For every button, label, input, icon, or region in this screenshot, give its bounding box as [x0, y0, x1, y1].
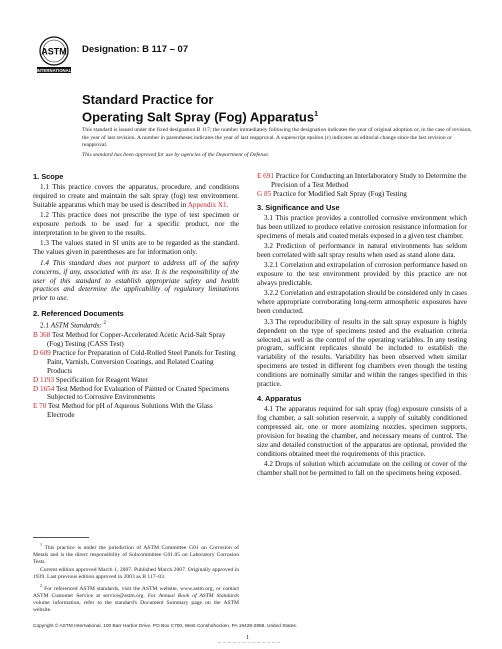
reference-title: Practice for Modified Salt Spray (Fog) Testing	[272, 189, 407, 198]
reference-item	[257, 190, 467, 199]
reference-code-link[interactable]: E 70	[33, 402, 47, 411]
footnote-1	[33, 541, 239, 566]
scope-1-1-text: 1.1 This practice covers the apparatus, procedure, and conditions required to create and maintain the salt spray (fog) test environment. Suitable apparatus which may be used is described in	[33, 183, 239, 209]
apparatus-4-2: 4.2 Drops of solution which accumulate on the ceiling or cover of the chamber shall not be permitted to fall on the specimens being exposed.	[257, 460, 467, 478]
reference-title: Test Method for Evaluation of Painted or Coated Specimens Subjected to Corrosive Environments	[47, 384, 230, 402]
significance-3-3: 3.3 The reproducibility of results in the salt spray exposure is highly dependent on the type of specimens tested and the evaluation criteria selected, as well as the control of the operating variables. In any testing program, sufficient replicates should be included to establish the variability of the results. Variability has been observed when similar specimens are tested in different fog chambers even though the testing conditions are nominally similar and within the ranges specified in this practice.	[257, 317, 467, 389]
appendix-x1-link[interactable]: Appendix X1	[187, 200, 227, 209]
scope-heading: 1. Scope	[33, 172, 64, 181]
dod-approval-note: This standard has been approved for use by agencies of the Department of Defense.	[82, 152, 270, 158]
referenced-documents-heading: 2. Referenced Documents	[33, 308, 124, 318]
right-column	[257, 172, 467, 480]
scope-1-3: 1.3 The values stated in SI units are to be regarded as the standard. The values given in parentheses are for information only.	[33, 239, 239, 257]
reference-code-link[interactable]: D 1193	[33, 375, 55, 384]
significance-3-2: 3.2 Prediction of performance in natural environments has seldom been correlated with salt spray results when used as stand alone data.	[257, 241, 467, 259]
footnote-1-text: This practice is under the jurisdiction of ASTM Committee G01 on Corrosion of Metals and is the direct responsibility of Subcommittee G01.05 on Laboratory Corrosion Tests.	[33, 544, 239, 565]
svg-text:ASTM: ASTM	[41, 46, 67, 57]
reference-code-link[interactable]: D 1654	[33, 384, 55, 393]
title-line2	[82, 107, 472, 124]
scope-1-1	[33, 183, 239, 210]
left-column	[33, 172, 239, 420]
significance-3-1: 3.1 This practice provides a controlled corrosive environment which has been utilized to produce relative corrosion resistance information for specimens of metals and coated metals exposed in a given test chamber.	[257, 213, 467, 240]
scope-1-4: 1.4 This standard does not purport to address all of the safety concerns, if any, associated with its use. It is the responsibility of the user of this standard to establish appropriate safety and health practices and determine the applicability of regulatory limitations prior to use.	[33, 258, 239, 303]
title-block	[82, 92, 472, 124]
astm-standards-label	[40, 320, 239, 330]
footer-divider	[218, 642, 280, 643]
significance-3-2-1: 3.2.1 Correlation and extrapolation of corrosion performance based on exposure to the test environment provided by this practice are not always predictable.	[257, 261, 467, 288]
reference-title: Test Method for Copper-Accelerated Acetic Acid-Salt Spray (Fog) Testing (CASS Test)	[47, 331, 226, 348]
footnote-1-marker: 1	[40, 542, 42, 547]
standard-issued-note: This standard is issued under the fixed designation B 117; the number immediately following the designation indicates the year of original adoption or, in the case of revision, the year of last revision. A number in parentheses indicates the year of last reapproval. A superscript epsilon (ε) indicates an editorial change since the last revision or reapproval.	[82, 127, 472, 149]
footnote-divider	[33, 537, 89, 538]
apparatus-4-1: 4.1 The apparatus required for salt spray (fog) exposure consists of a fog chamber, a salt solution reservoir, a supply of suitably conditioned compressed air, one or more atomizing nozzles, specimen supports, provision for heating the chamber, and necessary means of control. The size and detailed construction of the apparatus are optional, provided the conditions obtained meet the requirements of this practice.	[257, 405, 467, 458]
reference-code-link[interactable]: E 691	[257, 172, 274, 180]
reference-item	[33, 402, 239, 420]
significance-heading: 3. Significance and Use	[257, 202, 340, 212]
scope-1-1-end: .	[226, 200, 229, 209]
designation: Designation: B 117 – 07	[82, 44, 189, 55]
astm-logo	[34, 34, 74, 76]
refdocs-2-1-num: 2.1	[40, 321, 49, 330]
reference-title: Practice for Preparation of Cold-Rolled Steel Panels for Testing Paint, Varnish, Conversion Coatings, and Related Coating Products	[47, 348, 236, 375]
reference-title: Practice for Conducting an Interlaboratory Study to Determine the Precision of a Test Method	[271, 172, 467, 189]
reference-code-link[interactable]: G 85	[257, 189, 272, 198]
refdocs-footnote-marker: 2	[103, 320, 107, 326]
reference-item	[33, 376, 239, 385]
page-number: 1	[246, 634, 250, 641]
reference-item	[33, 331, 239, 349]
footnote-2-text-a: For referenced ASTM standards, visit the ASTM website, www.astm.org, or contact ASTM Customer Service at service@astm.org. For	[33, 585, 239, 599]
reference-code-link[interactable]: B 368	[33, 331, 51, 340]
reference-item	[257, 172, 467, 190]
refdocs-2-1-label: ASTM Standards:	[50, 321, 102, 330]
copyright-line: Copyright © ASTM International, 100 Barr Harbor Drive, PO Box C700, West Conshohocken, PA 19428-2959, United States.	[33, 624, 298, 629]
footnote-2-text-b: volume information, refer to the standard's Document Summary page on the ASTM website.	[33, 599, 239, 613]
title-line1: Standard Practice for	[82, 92, 214, 107]
reference-title: Test Method for pH of Aqueous Solutions With the Glass Electrode	[47, 402, 213, 420]
logo-text: INTERNATIONAL	[36, 67, 72, 73]
footnote-2-book-title: Annual Book of ASTM Standards	[158, 592, 239, 599]
footnotes	[33, 537, 239, 615]
significance-3-2-2: 3.2.2 Correlation and extrapolation should be considered only in cases where appropriate corroborating long-term atmospheric exposures have been conducted.	[257, 289, 467, 316]
footnote-2	[33, 582, 239, 614]
reference-code-link[interactable]: D 609	[33, 348, 51, 357]
reference-item	[33, 385, 239, 403]
reference-title: Specification for Reagent Water	[55, 375, 148, 384]
title-main: Operating Salt Spray (Fog) Apparatus	[82, 109, 315, 125]
apparatus-heading: 4. Apparatus	[257, 394, 302, 404]
reference-item	[33, 349, 239, 376]
title-footnote-marker: 1	[314, 111, 319, 118]
footnote-2-marker: 2	[40, 582, 42, 588]
scope-1-2: 1.2 This practice does not prescribe the type of test specimen or exposure periods to be used for a specific product, nor the interpretation to be given to the results.	[33, 211, 239, 238]
footnote-1-edition: Current edition approved March 1, 2007. Published March 2007. Originally approved in 1939. Last previous edition approved in 2003 as B 117–03.	[33, 566, 239, 580]
